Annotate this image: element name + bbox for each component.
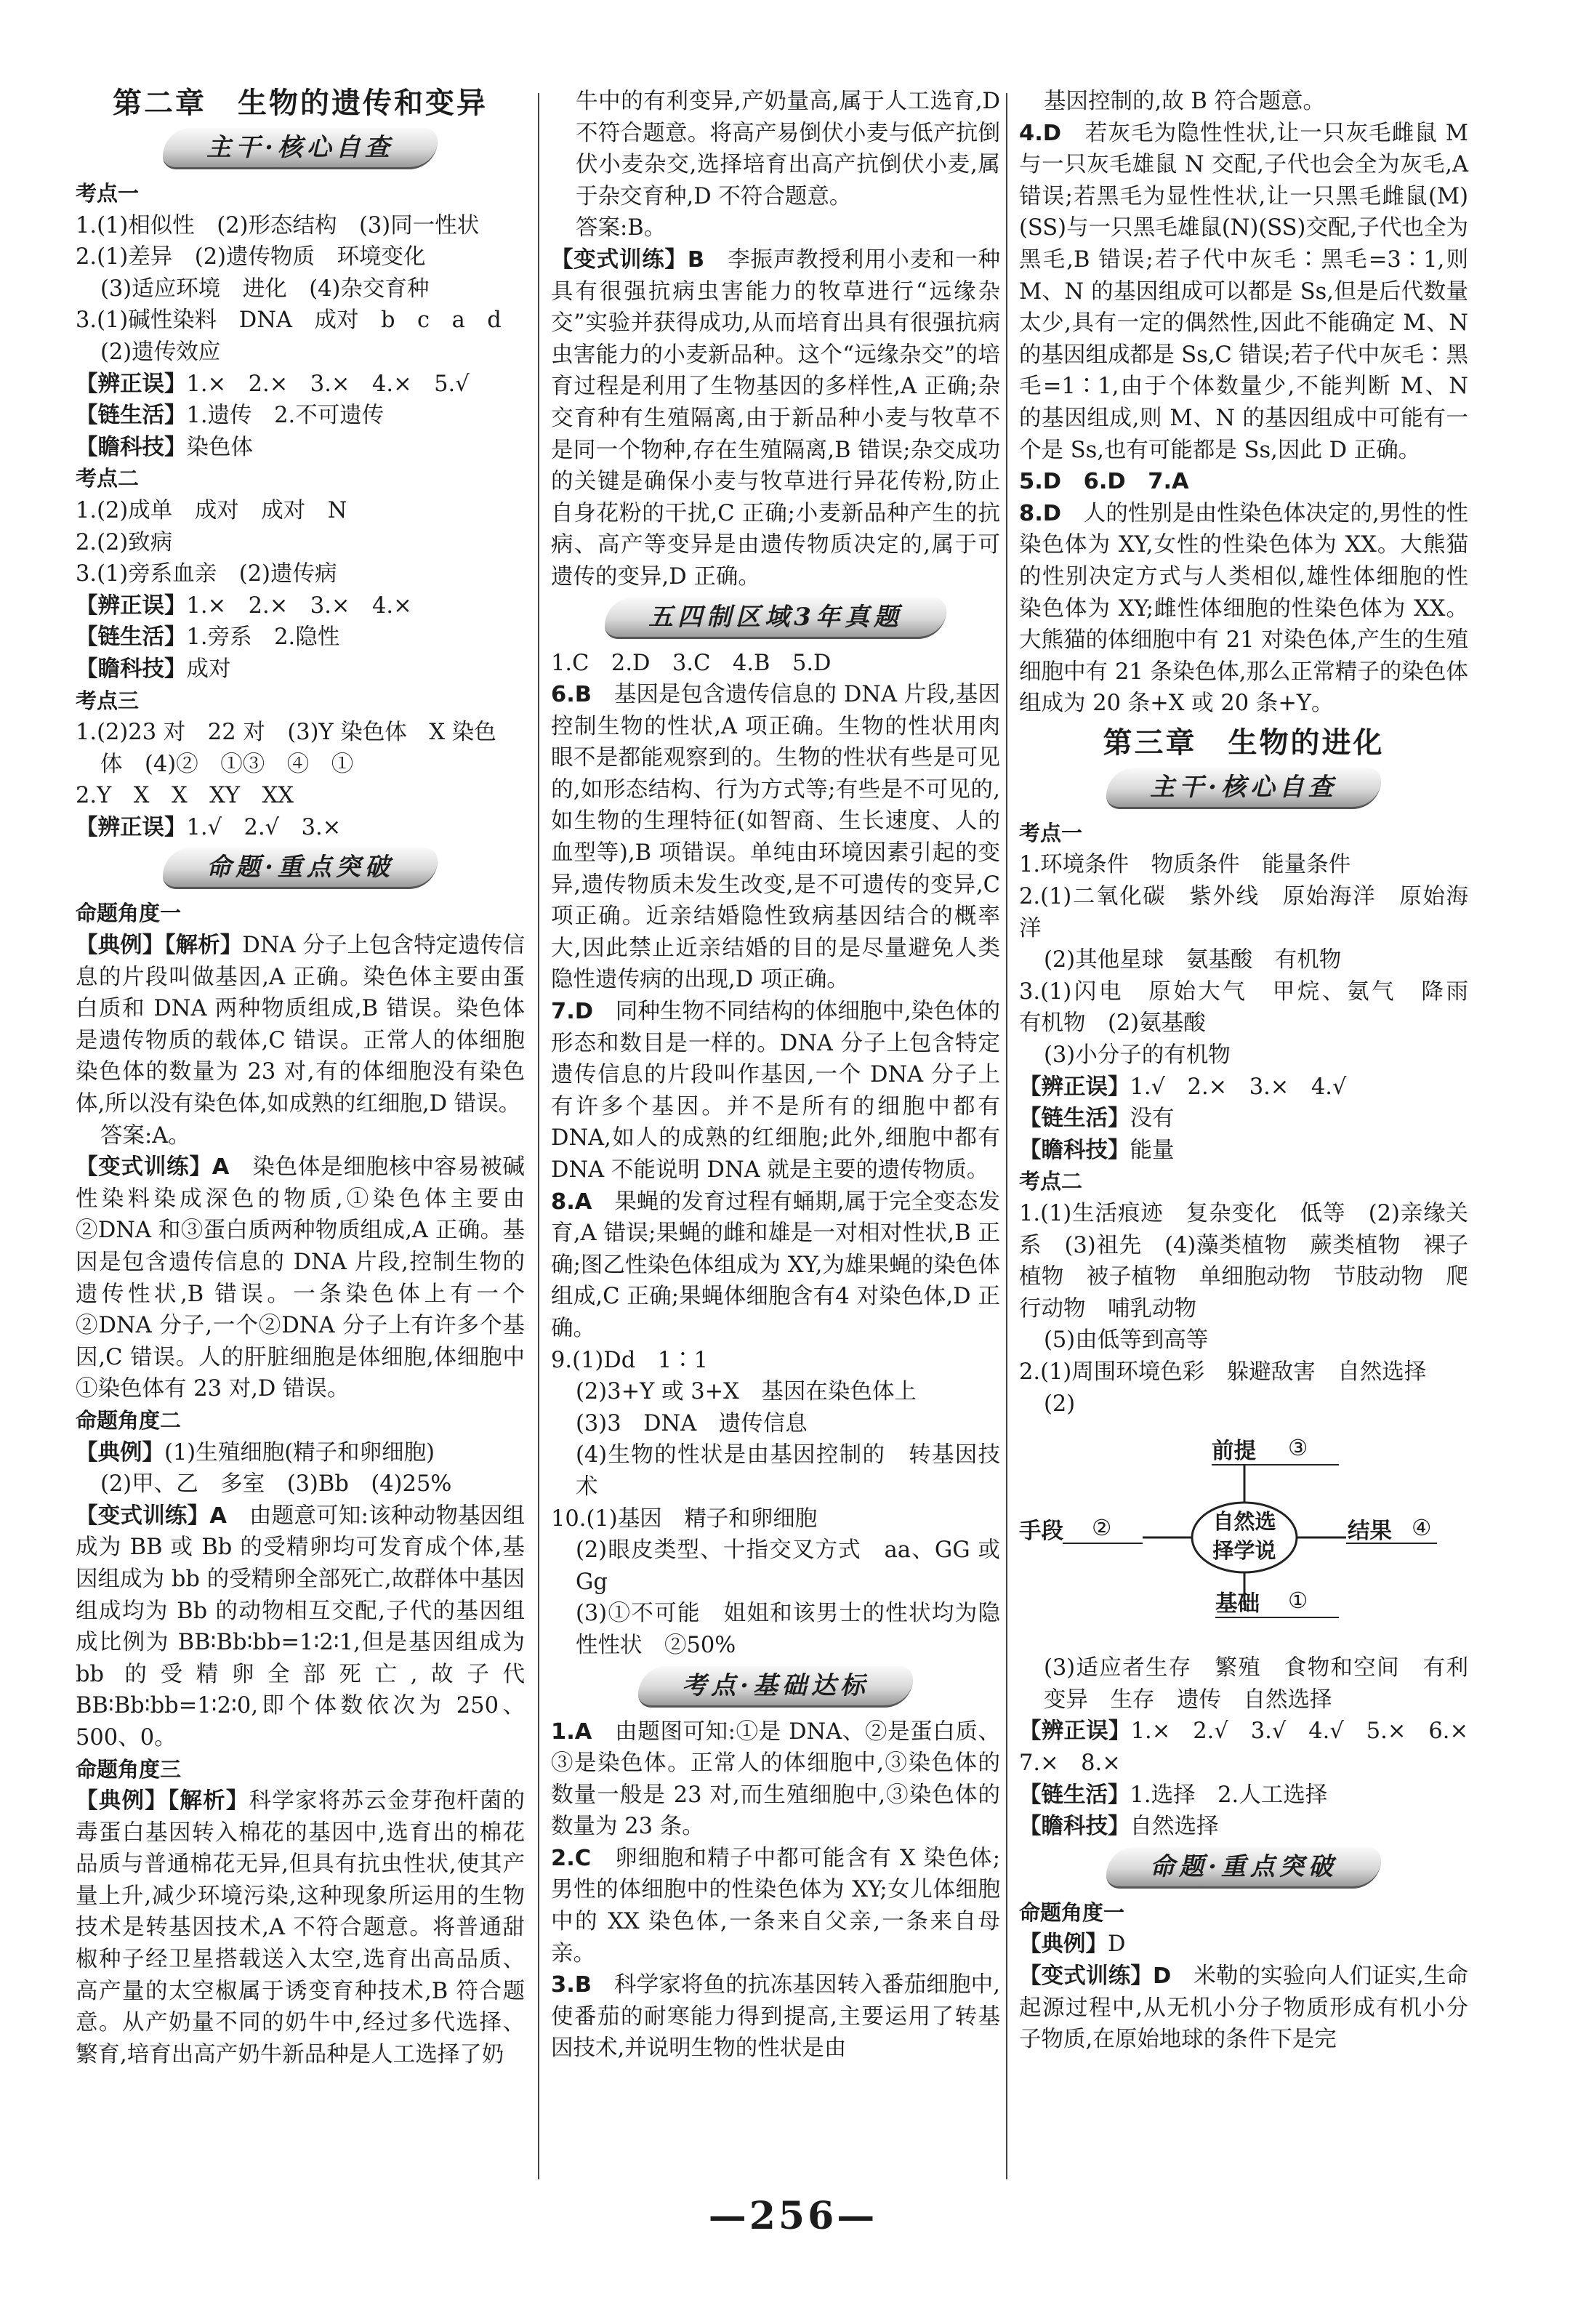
diagram-top-label: 前提 bbox=[1212, 1439, 1256, 1465]
answer-line: 3.(1)碱性染料 DNA 成对 b c a d bbox=[76, 307, 502, 334]
question-answer: 7.D 同种生物不同结构的体细胞中,染色体的形态和数目是一样的。DNA 分子上包含特定遗传信息的片段叫作基因,一个 DNA 分子上有许多个基因。并不是所有的细胞中都有 DNA,如人的成熟的红细胞;此外,细胞中都有 DNA 不能说明 DNA 就是主要的遗传物质。 bbox=[551, 999, 1000, 1183]
answer-line: 2.(1)周围环境色彩 躲避敌害 自然选择 bbox=[1019, 1359, 1427, 1385]
bianshi-paragraph: 【变式训练】A 染色体是细胞核中容易被碱性染料染成深色的物质,①染色体主要由②DNA 和③蛋白质两种物质组成,A 正确。基因是包含遗传信息的 DNA 片段,控制生物的遗传性状,B 错误。一条染色体上有一个②DNA 分子,一个②DNA 分子上有许多个基因,C 错误。人的肝脏细胞是体细胞,体细胞中①染色体有 23 对,D 错误。 bbox=[76, 1154, 526, 1402]
section-banner: 命题·重点突破 bbox=[76, 848, 525, 889]
question-answer: 8.D 人的性别是由性染色体决定的,男性的性染色体为 XY,女性的性染色体为 XX。大熊猫的性别决定方式与人类相似,雄性体细胞的性染色体为 XY;雌性体细胞的性染色体为 XX。大熊猫的体细胞中有 21 对染色体,产生的生殖细胞中有 21 条染色体,那么正常精子的染色体组成为 20 条+X 或 20 条+Y。 bbox=[1019, 500, 1468, 717]
answer-line: 1.环境条件 物质条件 能量条件 bbox=[1019, 852, 1351, 878]
chapter-title-2: 第二章 生物的遗传和变异 bbox=[113, 86, 488, 120]
answer-line: 3.(1)旁系血亲 (2)遗传病 bbox=[76, 561, 337, 587]
answer-line: 5.D 6.D 7.A bbox=[1019, 469, 1189, 495]
dianli-paragraph: 【典例】【解析】DNA 分子上包含特定遗传信息的片段叫做基因,A 正确。染色体主要由蛋白质和 DNA 两种物质组成,B 错误。染色体是遗传物质的载体,C 错误。正常人的体细胞染色体的数量为 23 对,有的体细胞没有染色体,所以没有染色体,如成熟的红细胞,D 错误。 bbox=[76, 933, 526, 1117]
answer-line: 9.(1)Dd 1∶1 bbox=[551, 1347, 709, 1373]
question-answer: 8.A 果蝇的发育过程有蛹期,属于完全变态发育,A 错误;果蝇的雌和雄是一对相对性状,B 正确;图乙性染色体组成为 XY,为雄果蝇的染色体组成,C 正确;果蝇体细胞含有4 对染色体,D 正确。 bbox=[551, 1189, 1001, 1341]
kaodian-heading: 考点三 bbox=[76, 688, 140, 713]
page-number: —256— bbox=[708, 2194, 878, 2238]
lianshenghuo: 【链生活】没有 bbox=[1019, 1106, 1175, 1132]
answer-line: 1.(1)生活痕迹 复杂变化 低等 (2)亲缘关系 (3)祖先 (4)藻类植物 蕨类植物 裸子植物 被子植物 单细胞动物 节肢动物 爬行动物 哺乳动物 bbox=[1019, 1201, 1468, 1322]
answer-line: (5)由低等到高等 bbox=[1044, 1327, 1209, 1354]
dianli-paragraph: 【典例】(1)生殖细胞(精子和卵细胞) bbox=[76, 1439, 435, 1465]
column-right bbox=[1019, 86, 1491, 2056]
diagram-top-value: ③ bbox=[1288, 1436, 1308, 1462]
column-middle bbox=[551, 86, 1000, 2064]
bianshi-paragraph: 【变式训练】B 李振声教授利用小麦和一种具有很强抗病虫害能力的牧草进行“远缘杂交”实验并获得成功,从而培育出具有很强抗病虫害能力的小麦新品种。这个“远缘杂交”的培育过程是利用了生物基因的多样性,A 正确;杂交育种有生殖隔离,由于新品种小麦与牧草不是同一个物种,存在生殖隔离,B 错误;杂交成功的关键是确保小麦与牧草进行异花传粉,防止自身花粉的干扰,C 正确;小麦新品种产生的抗病、高产等变异是由遗传物质决定的,属于可遗传的变异,D 正确。 bbox=[551, 246, 1001, 590]
answer-line: (4)生物的性状是由基因控制的 转基因技术 bbox=[576, 1442, 1000, 1500]
zhankeji: 【瞻科技】能量 bbox=[1019, 1137, 1175, 1163]
answer-line: 1.(2)成单 成对 成对 N bbox=[76, 497, 347, 523]
zhankeji: 【瞻科技】自然选择 bbox=[1019, 1814, 1219, 1840]
answer-line: (3)3 DNA 遗传信息 bbox=[576, 1410, 808, 1436]
answer-line: 2.Y X X XY XX bbox=[76, 783, 294, 809]
dianli-paragraph: 【典例】【解析】科学家将苏云金芽孢杆菌的毒蛋白基因转入棉花的基因中,选育出的棉花品质与普通棉花无异,但具有抗虫性状,使其产量上升,减少环境污染,这种现象所运用的生物技术是转基因技术,A 不符合题意。将普通甜椒种子经卫星搭载送入太空,选育出高品质、高产量的太空椒属于诱变育种技术,B 符合题意。从产奶量不同的奶牛中,经过多代选择、繁育,培育出高产奶牛新品种是人工选择了奶 bbox=[76, 1788, 526, 2067]
answer-line: 2.(1)二氧化碳 紫外线 原始海洋 原始海洋 bbox=[1019, 884, 1468, 941]
answer-line: (2)甲、乙 多室 (3)Bb (4)25% bbox=[100, 1471, 452, 1497]
answer-line: 2.(2)致病 bbox=[76, 529, 173, 555]
zhankeji: 【瞻科技】成对 bbox=[76, 656, 231, 682]
answer-line: (2) bbox=[1044, 1391, 1076, 1417]
answer-line: (2)眼皮类型、十指交叉方式 aa、GG 或 Gg bbox=[576, 1537, 1000, 1595]
bianzhengwu: 【辨正误】1.× 2.× 3.× 4.× 5.√ bbox=[76, 371, 470, 397]
answer-line: 2.(1)差异 (2)遗传物质 环境变化 bbox=[76, 244, 426, 270]
question-answer: 3.B 科学家将鱼的抗冻基因转入番茄细胞中,使番茄的耐寒能力得到提高,主要运用了转基因技术,并说明生物的性状是由 bbox=[551, 1972, 1000, 2062]
column-separator-left bbox=[538, 93, 539, 2179]
section-banner: 命题·重点突破 bbox=[1019, 1847, 1468, 1889]
diagram-right-label: 结果 bbox=[1348, 1519, 1392, 1545]
kaodian-heading: 考点一 bbox=[76, 181, 140, 206]
natural-selection-diagram bbox=[1019, 1427, 1468, 1645]
chapter-title-3: 第三章 生物的进化 bbox=[1103, 725, 1385, 760]
section-banner: 主干·核心自查 bbox=[76, 128, 525, 169]
answer-line: (3)适应环境 进化 (4)杂交育种 bbox=[100, 276, 430, 302]
diagram-bottom-label: 基础 bbox=[1215, 1591, 1260, 1617]
jiaodu-heading: 命题角度三 bbox=[76, 1756, 182, 1782]
section-banner: 考点·基础达标 bbox=[551, 1666, 1000, 1708]
answer-line: 1.(2)23 对 22 对 (3)Y 染色体 X 染色 bbox=[76, 720, 496, 746]
question-answer: 6.B 基因是包含遗传信息的 DNA 片段,基因控制生物的性状,A 项正确。生物的性状用肉眼不是都能观察到的。生物的性状有些是可见的,如形态结构、行为方式等;有些是不可见的,如生物的生理特征(如智商、生长速度、人的血型等),B 项错误。单纯由环境因素引起的变异,遗传物质未发生改变,是不可遗传的变异,C 项正确。近亲结婚隐性致病基因结合的概率大,因此禁止近亲结婚的目的是尽量避免人类隐性遗传病的出现,D 项正确。 bbox=[551, 682, 1000, 993]
zhankeji: 【瞻科技】染色体 bbox=[76, 434, 253, 460]
continued-paragraph: 基因控制的,故 B 符合题意。 bbox=[1044, 89, 1325, 114]
bianzhengwu: 【辨正误】1.× 2.√ 3.√ 4.√ 5.× 6.× 7.× 8.× bbox=[1019, 1718, 1491, 1776]
kaodian-heading: 考点二 bbox=[1019, 1169, 1083, 1194]
answer-line: 答案:A。 bbox=[100, 1122, 190, 1149]
question-answer: 2.C 卵细胞和精子中都可能含有 X 染色体;男性的体细胞中的性染色体为 XY;女儿体细胞中的 XX 染色体,一条来自父亲,一条来自母亲。 bbox=[551, 1845, 1000, 1966]
lianshenghuo: 【链生活】1.遗传 2.不可遗传 bbox=[76, 403, 385, 429]
jiaodu-heading: 命题角度一 bbox=[1019, 1899, 1125, 1925]
kaodian-heading: 考点一 bbox=[1019, 820, 1083, 845]
answer-line: (2)3+Y 或 3+X 基因在染色体上 bbox=[576, 1379, 917, 1405]
diagram-left-value: ② bbox=[1092, 1516, 1112, 1542]
bianzhengwu: 【辨正误】1.× 2.× 3.× 4.× bbox=[76, 592, 412, 619]
section-banner: 五四制区域3年真题 bbox=[551, 598, 1000, 639]
answer-line: 1.(1)相似性 (2)形态结构 (3)同一性状 bbox=[76, 212, 480, 238]
answer-line: 体 (4)② ①③ ④ ① bbox=[100, 751, 354, 777]
continued-paragraph: 牛中的有利变异,产奶量高,属于人工选育,D 不符合题意。将高产易倒伏小麦与低产抗倒伏小麦杂交,选择培育出高产抗倒伏小麦,属于杂交育种,D 不符合题意。 bbox=[576, 89, 1000, 209]
jiaodu-heading: 命题角度一 bbox=[76, 901, 182, 926]
section-banner: 主干·核心自查 bbox=[1019, 768, 1468, 809]
diagram-left-label: 手段 bbox=[1019, 1519, 1063, 1545]
answer-line: (3)①不可能 姐姐和该男士的性状均为隐性性状 ②50% bbox=[576, 1601, 1000, 1658]
lianshenghuo: 【链生活】1.旁系 2.隐性 bbox=[76, 624, 340, 651]
answer-line: 1.C 2.D 3.C 4.B 5.D bbox=[551, 650, 832, 676]
answer-line: 3.(1)闪电 原始大气 甲烷、氨气 降雨 有机物 (2)氨基酸 bbox=[1019, 978, 1491, 1037]
answer-line: (3)小分子的有机物 bbox=[1044, 1042, 1231, 1069]
column-separator-right bbox=[1006, 93, 1007, 2179]
answer-line: (2)遗传效应 bbox=[100, 339, 221, 365]
diagram-center-label: 自然选择学说 bbox=[1212, 1509, 1276, 1564]
bianzhengwu: 【辨正误】1.√ 2.√ 3.× bbox=[76, 814, 342, 840]
answer-line: 答案:B。 bbox=[576, 215, 667, 241]
jiaodu-heading: 命题角度二 bbox=[76, 1407, 182, 1433]
bianzhengwu: 【辨正误】1.√ 2.× 3.× 4.√ bbox=[1019, 1074, 1347, 1100]
question-answer: 4.D 若灰毛为隐性性状,让一只灰毛雌鼠 M 与一只灰毛雄鼠 N 交配,子代也会全为灰毛,A 错误;若黑毛为显性性状,让一只黑毛雌鼠(M)(SS)与一只黑毛雄鼠(N)(SS)交配,子代也全为黑毛,B 错误;若子代中灰毛∶黑毛=3∶1,则 M、N 的基因组成可以都是 Ss,但是后代数量太少,具有一定的偶然性,因此不能确定 M、N 的基因组成都是 Ss,C 错误;若子代中灰毛∶黑毛=1∶1,由于个体数量少,不能判断 M、N 的基因组成,则 M、N 的基因组成中可能有一个是 Ss,也有可能都是 Ss,因此 D 正确。 bbox=[1019, 120, 1469, 463]
diagram-bottom-value: ① bbox=[1288, 1588, 1308, 1615]
question-answer: 1.A 由题图可知:①是 DNA、②是蛋白质、③是染色体。正常人的体细胞中,③染色体的数量一般是 23 对,而生殖细胞中,③染色体的数量为 23 条。 bbox=[551, 1718, 1001, 1840]
lianshenghuo: 【链生活】1.选择 2.人工选择 bbox=[1019, 1782, 1328, 1808]
bianshi-paragraph: 【变式训练】A 由题意可知:该种动物基因组成为 BB 或 Bb 的受精卵均可发育成个体,基因组成为 bb 的受精卵全部死亡,故群体中基因组成均为 Bb 的动物相互交配,子代的基因组成比例为 BB∶Bb∶bb=1∶2∶1,但是基因组成为 bb 的受精卵全部死亡,故子代 BB∶Bb∶bb=1∶2∶0,即个体数依次为 250、500、0。 bbox=[76, 1503, 526, 1750]
answer-line: (2)其他星球 氨基酸 有机物 bbox=[1044, 947, 1342, 973]
column-left bbox=[76, 80, 525, 2070]
bianshi-paragraph: 【变式训练】D 米勒的实验向人们证实,生命起源过程中,从无机小分子物质形成有机小分子物质,在原始地球的条件下是完 bbox=[1019, 1963, 1468, 2053]
dianli-paragraph: 【典例】D bbox=[1019, 1931, 1126, 1958]
diagram-right-value: ④ bbox=[1412, 1516, 1432, 1542]
answer-line: (3)适应者生存 繁殖 食物和空间 有利变异 生存 遗传 自然选择 bbox=[1044, 1655, 1468, 1713]
kaodian-heading: 考点二 bbox=[76, 466, 140, 491]
answer-line: 10.(1)基因 精子和卵细胞 bbox=[551, 1505, 818, 1532]
